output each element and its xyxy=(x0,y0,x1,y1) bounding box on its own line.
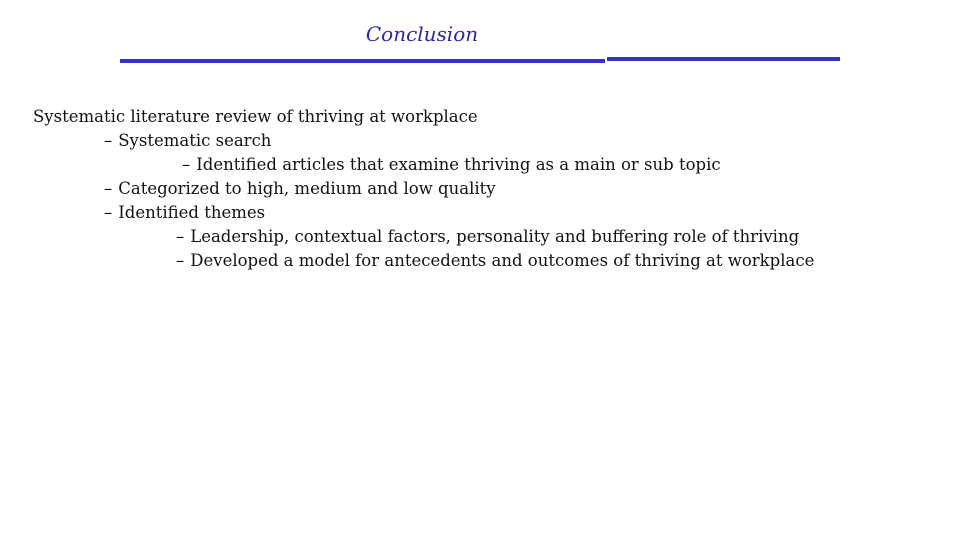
dash-marker: – xyxy=(104,131,113,150)
bullet-text: Leadership, contextual factors, personality and buffering role of thriving xyxy=(190,227,800,246)
bullet-text: Systematic literature review of thriving at workplace xyxy=(33,107,478,126)
bullet-level-1 xyxy=(104,129,271,153)
dash-marker: – xyxy=(182,155,191,174)
bullet-text: Developed a model for antecedents and outcomes of thriving at workplace xyxy=(190,251,815,270)
bullet-level-0 xyxy=(33,105,478,129)
bullet-text: Identified articles that examine thriving as a main or sub topic xyxy=(196,155,721,174)
bullet-text: Systematic search xyxy=(118,131,272,150)
dash-marker: – xyxy=(176,251,185,270)
dash-marker: – xyxy=(104,179,113,198)
bullet-level-2 xyxy=(176,225,799,249)
bullet-level-2 xyxy=(176,249,814,273)
title-underline-right xyxy=(607,57,840,61)
bullet-text: Identified themes xyxy=(118,203,266,222)
slide-title: Conclusion xyxy=(365,22,479,46)
dash-marker: – xyxy=(176,227,185,246)
title-underline-left xyxy=(120,59,605,63)
dash-marker: – xyxy=(104,203,113,222)
bullet-level-1 xyxy=(104,177,496,201)
bullet-level-1 xyxy=(104,201,265,225)
bullet-text: Categorized to high, medium and low quality xyxy=(118,179,496,198)
bullet-level-2 xyxy=(182,153,721,177)
